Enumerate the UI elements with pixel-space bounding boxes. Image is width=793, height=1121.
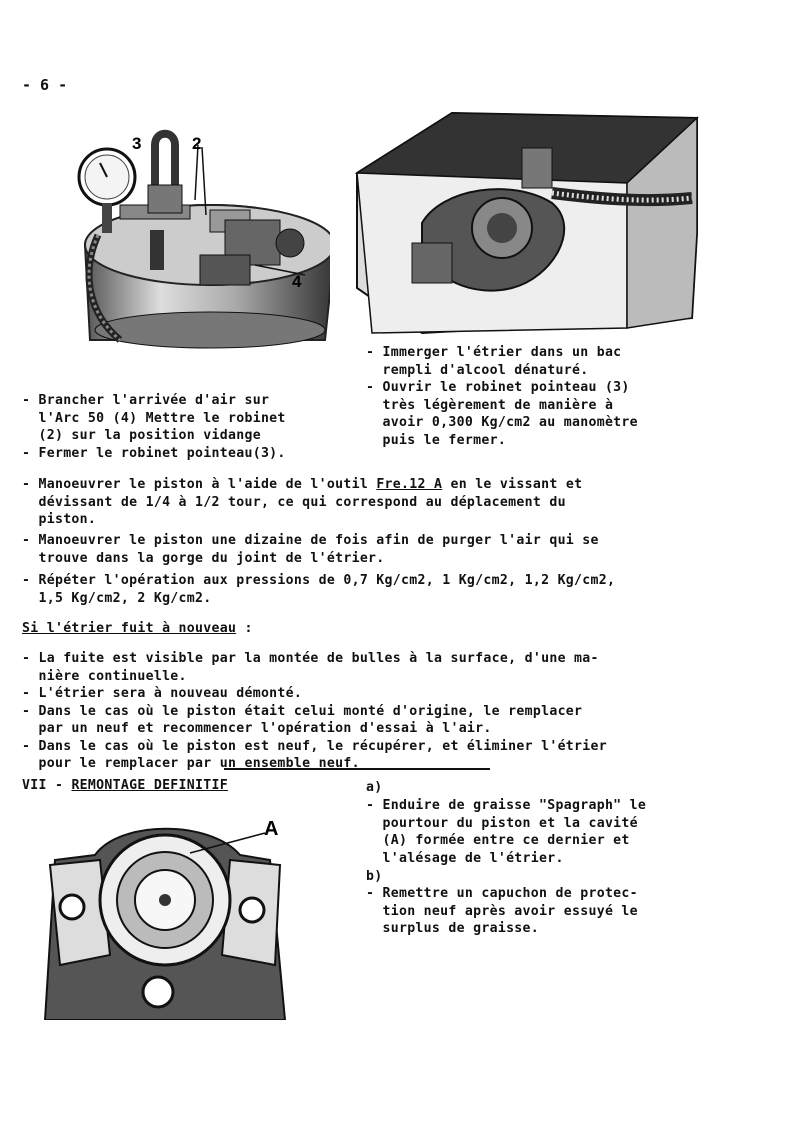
- piston-step-line-3: piston.: [22, 512, 97, 527]
- immerse-step-cont: rempli d'alcool dénaturé.: [366, 362, 589, 378]
- leak-line: pour le remplacer par un ensemble neuf.: [22, 756, 360, 771]
- leak-line: - La fuite est visible par la montée de bulles à la surface, d'une ma-: [22, 651, 599, 666]
- open-valve-step-cont-3: puis le fermer.: [366, 432, 507, 448]
- connect-air-step-cont-2: (2) sur la position vidange: [22, 428, 261, 443]
- open-valve-step-cont-2: avoir 0,300 Kg/cm2 au manomètre: [366, 415, 638, 430]
- piston-step-text-end: en le vissant et: [442, 477, 583, 492]
- page-number: - 6 -: [22, 76, 68, 94]
- section-divider: [224, 768, 490, 770]
- callout-3: 3: [132, 134, 142, 153]
- callout-4: 4: [292, 272, 302, 291]
- piston-step-line-2: dévissant de 1/4 à 1/2 tour, ce qui correspond au déplacement du: [22, 494, 566, 510]
- leak-heading-text: Si l'étrier fuit à nouveau: [22, 621, 237, 636]
- grease-step-line: l'alésage de l'étrier.: [366, 850, 564, 866]
- grease-step-line: - Enduire de graisse "Spagraph" le: [366, 798, 647, 813]
- step-a-label: a): [366, 780, 383, 795]
- section-vii-title: REMONTAGE DEFINITIF: [71, 778, 228, 793]
- purge-step-line-1: - Manoeuvrer le piston une dizaine de fois afin de purger l'air qui se: [22, 533, 599, 548]
- cap-step-line: tion neuf après avoir essuyé le: [366, 903, 638, 919]
- tool-reference: Fre.12 A: [376, 477, 443, 492]
- repeat-step-line-1: - Répéter l'opération aux pressions de 0,7 Kg/cm2, 1 Kg/cm2, 1,2 Kg/cm2,: [22, 573, 616, 588]
- connect-air-step: - Brancher l'arrivée d'air sur: [22, 393, 270, 408]
- leak-heading: [22, 620, 253, 638]
- leak-heading-suffix: :: [236, 621, 253, 636]
- leak-line: par un neuf et recommencer l'opération d'essai à l'air.: [22, 721, 492, 736]
- section-vii-prefix: VII -: [22, 778, 72, 793]
- piston-step-line-1: [22, 476, 582, 494]
- section-vii-heading: [22, 777, 228, 795]
- callout-2: 2: [192, 134, 202, 153]
- connect-air-step-cont-1: l'Arc 50 (4) Mettre le robinet: [22, 410, 286, 426]
- open-valve-step: - Ouvrir le robinet pointeau (3): [366, 380, 630, 395]
- purge-step-line-2: trouve dans la gorge du joint de l'étrier.: [22, 550, 385, 566]
- open-valve-step-cont-1: très légèrement de manière à: [366, 397, 614, 413]
- leak-line: - Dans le cas où le piston est neuf, le récupérer, et éliminer l'étrier: [22, 738, 608, 754]
- callout-a: A: [264, 818, 279, 840]
- grease-step-line: pourtour du piston et la cavité: [366, 815, 638, 831]
- cap-step-line: surplus de graisse.: [366, 921, 540, 936]
- step-b-label: b): [366, 869, 383, 884]
- close-valve-step: - Fermer le robinet pointeau(3).: [22, 445, 286, 461]
- immersion-tub-figure: [352, 108, 702, 338]
- repeat-step-line-2: 1,5 Kg/cm2, 2 Kg/cm2.: [22, 590, 212, 606]
- leak-line: - L'étrier sera à nouveau démonté.: [22, 686, 303, 701]
- immerse-step: - Immerger l'étrier dans un bac: [366, 345, 622, 360]
- leak-line: nière continuelle.: [22, 668, 187, 684]
- piston-step-text: - Manoeuvrer le piston à l'aide de l'outil: [22, 477, 377, 492]
- cap-step-line: - Remettre un capuchon de protec-: [366, 886, 638, 901]
- pump-figure: [60, 125, 330, 350]
- caliper-figure: [40, 815, 290, 1020]
- leak-line: - Dans le cas où le piston était celui monté d'origine, le remplacer: [22, 703, 583, 719]
- grease-step-line: (A) formée entre ce dernier et: [366, 833, 630, 848]
